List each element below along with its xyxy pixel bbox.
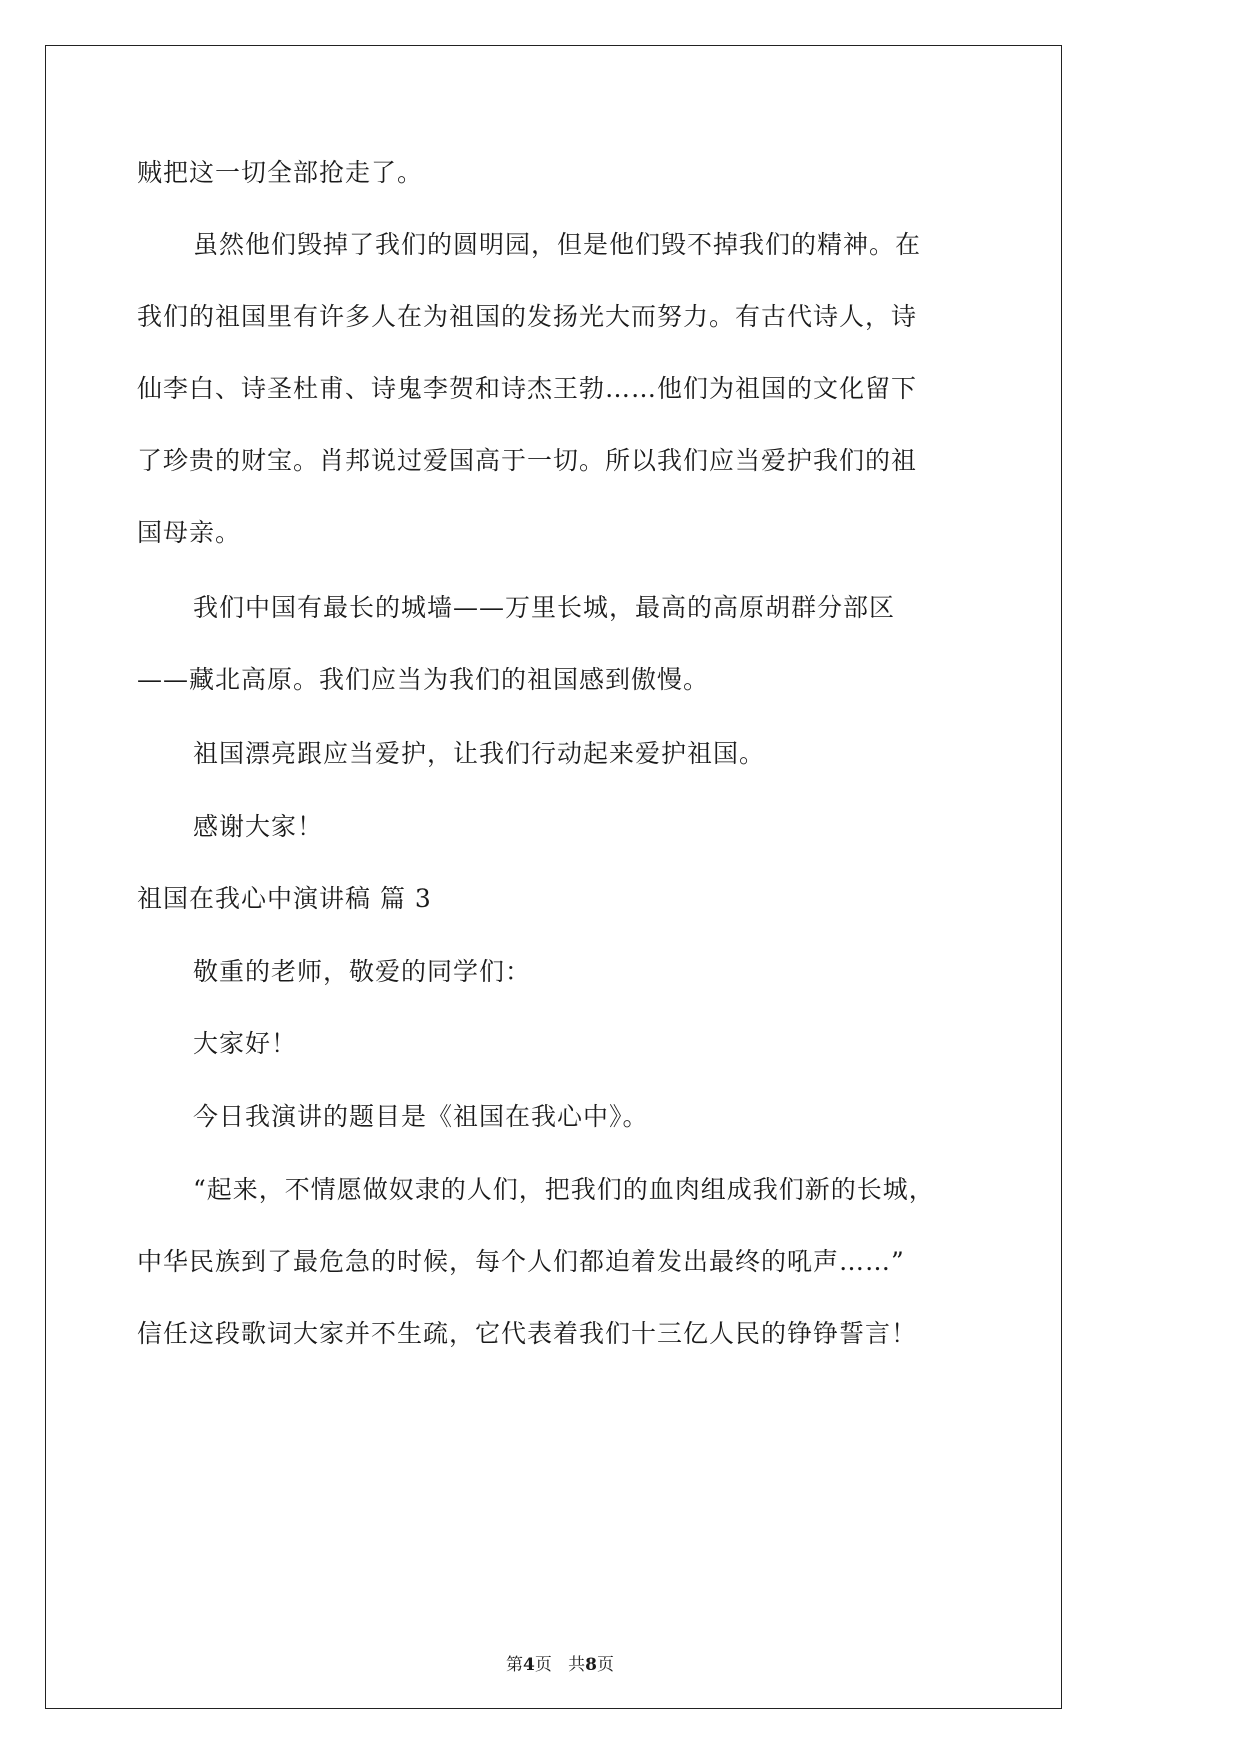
text-line: “起来，不情愿做奴隶的人们，把我们的血肉组成我们新的长城，	[193, 1175, 935, 1204]
text-line: 祖国漂亮跟应当爱护，让我们行动起来爱护祖国。	[193, 739, 766, 768]
text-line: 国母亲。	[137, 518, 242, 547]
text-line: 了珍贵的财宝。肖邦说过爱国高于一切。所以我们应当爱护我们的祖	[137, 446, 918, 475]
text-line: ——藏北高原。我们应当为我们的祖国感到傲慢。	[137, 665, 710, 694]
text-line: 信任这段歌词大家并不生疏，它代表着我们十三亿人民的铮铮誓言！	[137, 1319, 918, 1348]
total-prefix: 共	[568, 1655, 586, 1675]
text-line: 贼把这一切全部抢走了。	[137, 158, 424, 187]
text-line: 我们中国有最长的城墙——万里长城，最高的高原胡群分部区	[193, 593, 896, 622]
text-line: 大家好！	[193, 1029, 298, 1058]
text-line: 感谢大家！	[193, 812, 324, 841]
page-footer	[0, 1654, 1120, 1676]
total-pages-number: 8	[585, 1655, 597, 1675]
text-line: 虽然他们毁掉了我们的圆明园，但是他们毁不掉我们的精神。在	[193, 230, 922, 259]
text-line: 中华民族到了最危急的时候，每个人们都迫着发出最终的吼声……”	[137, 1247, 905, 1276]
page-border	[45, 45, 1062, 1709]
total-suffix: 页	[596, 1655, 614, 1675]
text-line: 仙李白、诗圣杜甫、诗鬼李贺和诗杰王勃……他们为祖国的文化留下	[137, 374, 918, 403]
text-line: 今日我演讲的题目是《祖国在我心中》。	[193, 1102, 649, 1131]
text-line: 我们的祖国里有许多人在为祖国的发扬光大而努力。有古代诗人，诗	[137, 302, 918, 331]
section-heading: 祖国在我心中演讲稿 篇 3	[137, 884, 432, 913]
page-suffix: 页	[534, 1655, 552, 1675]
current-page-number: 4	[523, 1655, 535, 1675]
text-line: 敬重的老师，敬爱的同学们：	[193, 957, 532, 986]
page-prefix: 第	[506, 1655, 524, 1675]
